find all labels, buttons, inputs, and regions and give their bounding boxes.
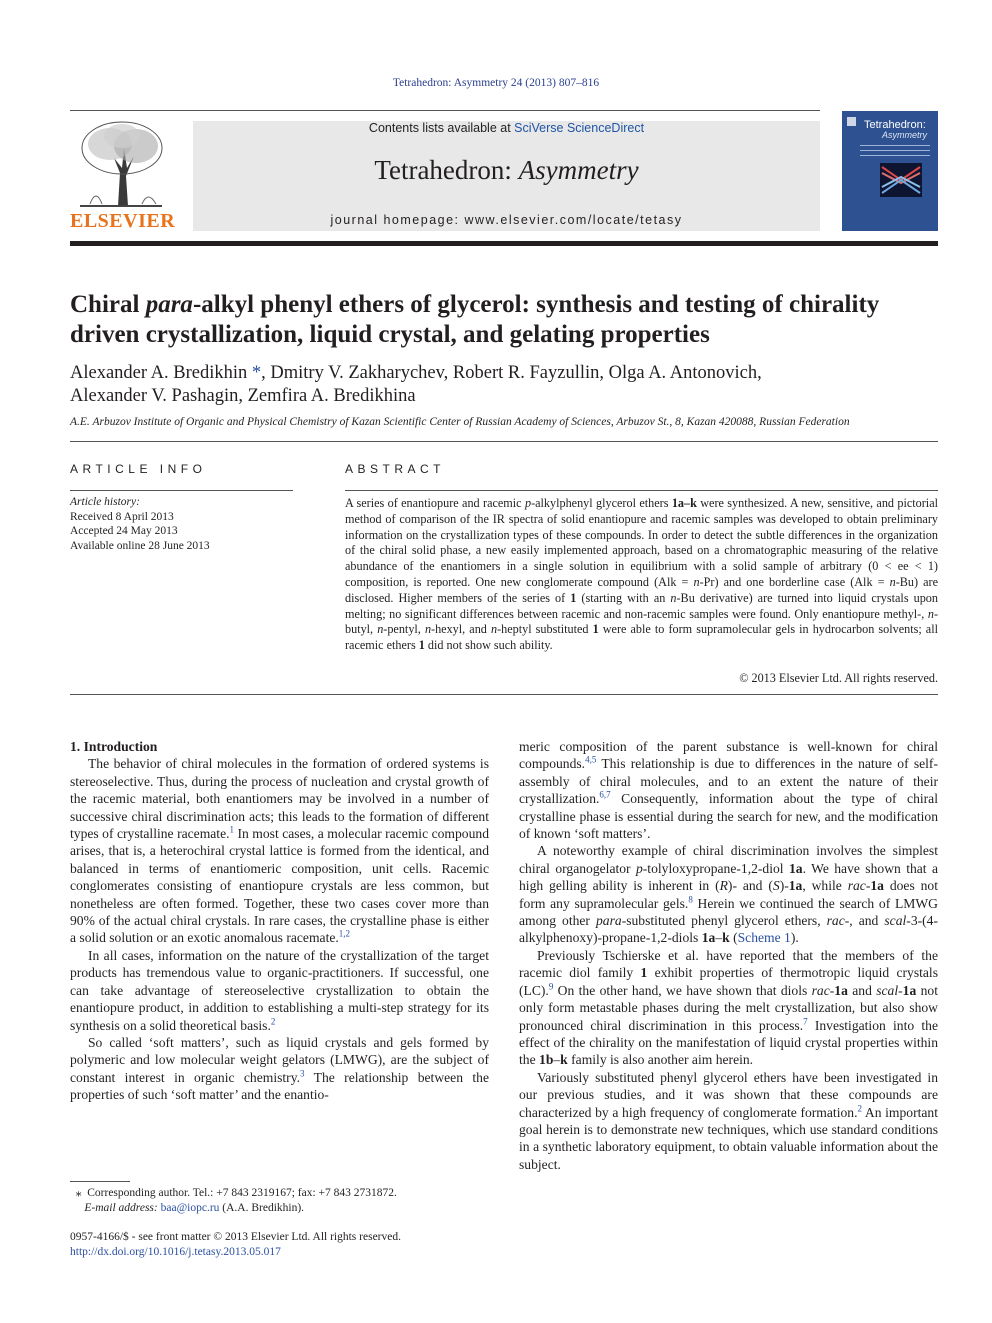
journal-name-italic: Asymmetry: [518, 155, 639, 185]
author-list: [70, 362, 940, 407]
ref-link[interactable]: 2: [857, 1103, 862, 1113]
ref-link[interactable]: 1: [229, 824, 235, 835]
body-left-column: [70, 738, 489, 1104]
history-accepted: Accepted 24 May 2013: [70, 525, 178, 537]
doi-link[interactable]: http://dx.doi.org/10.1016/j.tetasy.2013.05.017: [70, 1245, 281, 1258]
article-info-heading: ARTICLE INFO: [70, 462, 207, 476]
footnote-rule: [70, 1181, 130, 1182]
cover-graphic: [880, 163, 922, 197]
history-online: Available online 28 June 2013: [70, 539, 210, 552]
ref-link[interactable]: 6,7: [599, 789, 611, 800]
ref-link[interactable]: 3: [300, 1068, 305, 1079]
title-part2: -alkyl phenyl ethers of glycerol: synthesis and testing of chirality driven crystallization, liquid crystal, and gelating properties: [70, 291, 880, 348]
journal-name-plain: Tetrahedron:: [374, 155, 519, 185]
journal-cover[interactable]: [842, 111, 938, 231]
scheme-link[interactable]: Scheme 1: [737, 930, 791, 946]
abstract-rule: [345, 490, 938, 491]
section-title-introduction: 1. Introduction: [70, 739, 158, 754]
footnote-corresponding-text: Corresponding author. Tel.: +7 843 2319167; fax: +7 843 2731872.: [87, 1187, 397, 1199]
abstract-heading: ABSTRACT: [345, 462, 446, 476]
header-thick-rule: [70, 241, 938, 246]
author-line1-b: , Dmitry V. Zakharychev, Robert R. Fayzullin, Olga A. Antonovich,: [261, 363, 762, 383]
issn-block: [70, 1230, 489, 1259]
footnote-email-line: [70, 1201, 489, 1216]
paragraph: Variously substituted phenyl glycerol ethers have been investigated in our previous studies, and it was shown that these compounds are characterized by a high frequency of conglomerate formation.$^2$ An important goal herein is to demonstrate new techniques, which use standard conditions in a synthetic laboratory equipment, to obtain valuable information about the subject.: [519, 1069, 938, 1172]
email-link[interactable]: baa@iopc.ru: [160, 1202, 220, 1214]
corresponding-star-link[interactable]: *: [251, 363, 262, 383]
paragraph: meric composition of the parent substance is well-known for chiral compounds.$^{4,5}$ This relationship is due to differences in the nature of self-assembly of chiral molecules, and to an extent the nature of their crystallization.$^{6,7}$ Consequently, information about the type of chiral crystalline phase is essential during the search for new, and the modification of known ‘soft matters’.: [519, 739, 938, 842]
article-history: [70, 495, 300, 553]
cover-subtitle: Asymmetry: [882, 130, 927, 140]
paragraph: In all cases, information on the nature of the crystallization of the target products has tremendous value to organic-practitioners. If successful, one can take advantage of stereoselective crystallization to obtain the enantiopure product, in addition to establishing a multi-step strategy for its synthesis on a solid theoretical basis.$^2$: [70, 947, 489, 1033]
contents-prefix: Contents lists available at: [368, 121, 515, 135]
abstract-text: A series of enantiopure and racemic p-alkylphenyl glycerol ethers 1a–k were synthesized. A new, sensitive, and pictorial method of comparison of the IR spectra of solid enantiopure and racemic samples was developed to obtain preliminary information on the crystallization types of these compounds. In order to detect the subtle differences in the organization of the chiral solid phase, a new easily implemented approach, based on a chromatographic measuring of the relative abundance of the enantiomers in a single solution in equilibrium with a solid sample of arbitrary (0 < ee < 1) composition, is reported. One new conglomerate compound (Alk = n-Pr) and one borderline case (Alk = n-Bu) are disclosed. Higher members of the series of 1 (starting with an n-Bu derivative) are turned into liquid crystals upon melting; no significant differences between racemic and non-racemic samples were found. Only enantiopure methyl-, n-butyl, n-pentyl, n-hexyl, and n-heptyl substituted 1 were able to form supramolecular gels in hydrocarbon solvents; all racemic ethers 1 did not show such ability.: [345, 496, 938, 653]
corresponding-footnote: [70, 1186, 489, 1216]
paragraph: A noteworthy example of chiral discrimination involves the simplest chiral organogelator p-tolyloxypropane-1,2-diol 1a. We have shown that a high gelling ability is inherent in (R)- and (S)-1a, while rac-1a does not form any supramolecular gels.$^8$ Herein we continued the search of LMWG among other para-substituted phenyl glycerol ethers, rac-, and scal-3-(4-alkylphenoxy)-propane-1,2-diols 1a–k (Scheme 1).: [519, 843, 938, 946]
paragraph: So called ‘soft matters’, such as liquid crystals and gels formed by polymeric and low molecular weight gelators (LMWG), are the subject of constant interest in organic chemistry.$^3$ The relationship between the properties of such ‘soft matter’ and the enantio-: [70, 1034, 489, 1103]
ref-link[interactable]: 8: [688, 894, 693, 905]
ref-link[interactable]: 4,5: [585, 754, 597, 765]
journal-citation[interactable]: Tetrahedron: Asymmetry 24 (2013) 807–816: [392, 77, 600, 89]
cover-text-lines: [860, 145, 930, 160]
body-right-column: [519, 738, 938, 1173]
sciencedirect-link[interactable]: SciVerse ScienceDirect: [514, 121, 645, 135]
journal-homepage[interactable]: journal homepage: www.elsevier.com/locate/tetasy: [330, 213, 683, 227]
abstract-copyright: © 2013 Elsevier Ltd. All rights reserved.: [739, 671, 938, 685]
elsevier-wordmark: ELSEVIER: [70, 210, 176, 232]
cover-title: Tetrahedron:: [864, 119, 926, 131]
ref-link[interactable]: 2: [270, 1015, 276, 1026]
tree-icon: [70, 118, 172, 210]
header-top-rule: [70, 110, 820, 111]
title-italic: para: [145, 291, 193, 318]
contents-line: [193, 121, 820, 135]
paragraph: The behavior of chiral molecules in the formation of ordered systems is stereoselective. Thus, during the process of nucleation and crystal growth of the racemic material, both enantiomers may be involved in a number of successive chiral discrimination acts; this leads to the formation of different types of crystalline racemate.$^1$ In most cases, a molecular racemic compound arises, that is, a heterochiral crystal lattice is formed from the identical, and balanced in terms of enantiomeric composition, unit cells. Racemic conglomerates consisting of enantiopure crystals are less common, but nonetheless are often formed. Together, these two cases cover more than 90% of the actual chiral crystals. In rare cases, the crystalline phase is either a solid solution or an exotic anomalous racemate.$^{1,2}$: [70, 756, 489, 946]
journal-name: [193, 155, 820, 186]
ref-link[interactable]: 9: [548, 981, 554, 992]
history-label: Article history:: [70, 496, 140, 508]
history-received: Received 8 April 2013: [70, 510, 174, 523]
elsevier-mini-icon: [847, 117, 856, 126]
article-info-rule: [70, 490, 293, 491]
article-title: [70, 290, 940, 350]
affiliation-rule: [70, 441, 938, 442]
ref-link[interactable]: 1,2: [338, 928, 351, 939]
email-suffix: (A.A. Bredikhin).: [219, 1202, 305, 1214]
email-label: E-mail address:: [84, 1202, 161, 1214]
affiliation: A.E. Arbuzov Institute of Organic and Physical Chemistry of Kazan Scientific Center of Russian Academy of Sciences, Arbuzov St., 8, Kazan 420088, Russian Federation: [70, 416, 850, 428]
issn-line: 0957-4166/$ - see front matter © 2013 Elsevier Ltd. All rights reserved.: [70, 1231, 401, 1243]
ref-link[interactable]: 7: [803, 1015, 808, 1026]
author-line2: Alexander V. Pashagin, Zemfira A. Bredikhina: [70, 385, 416, 406]
cover-graphic-icon: [880, 163, 922, 197]
author-line1-a: Alexander A. Bredikhin: [70, 363, 252, 383]
paragraph: Previously Tschierske et al. have reported that the members of the racemic diol family 1 exhibit properties of thermotropic liquid crystals (LC).$^9$ On the other hand, we have shown that diols rac-1a and scal-1a not only form metastable phases during the melt crystallization, but also show pronounced chiral discrimination in this process.$^7$ Investigation into the effect of the chirality on the manifestation of liquid crystal properties within the 1b–k family is also another aim herein.: [519, 947, 938, 1068]
footnote-corresponding: [70, 1186, 489, 1201]
abstract-bottom-rule: [70, 694, 938, 695]
footnote-star: ⁎: [75, 1187, 82, 1199]
title-part1: Chiral: [70, 291, 146, 318]
